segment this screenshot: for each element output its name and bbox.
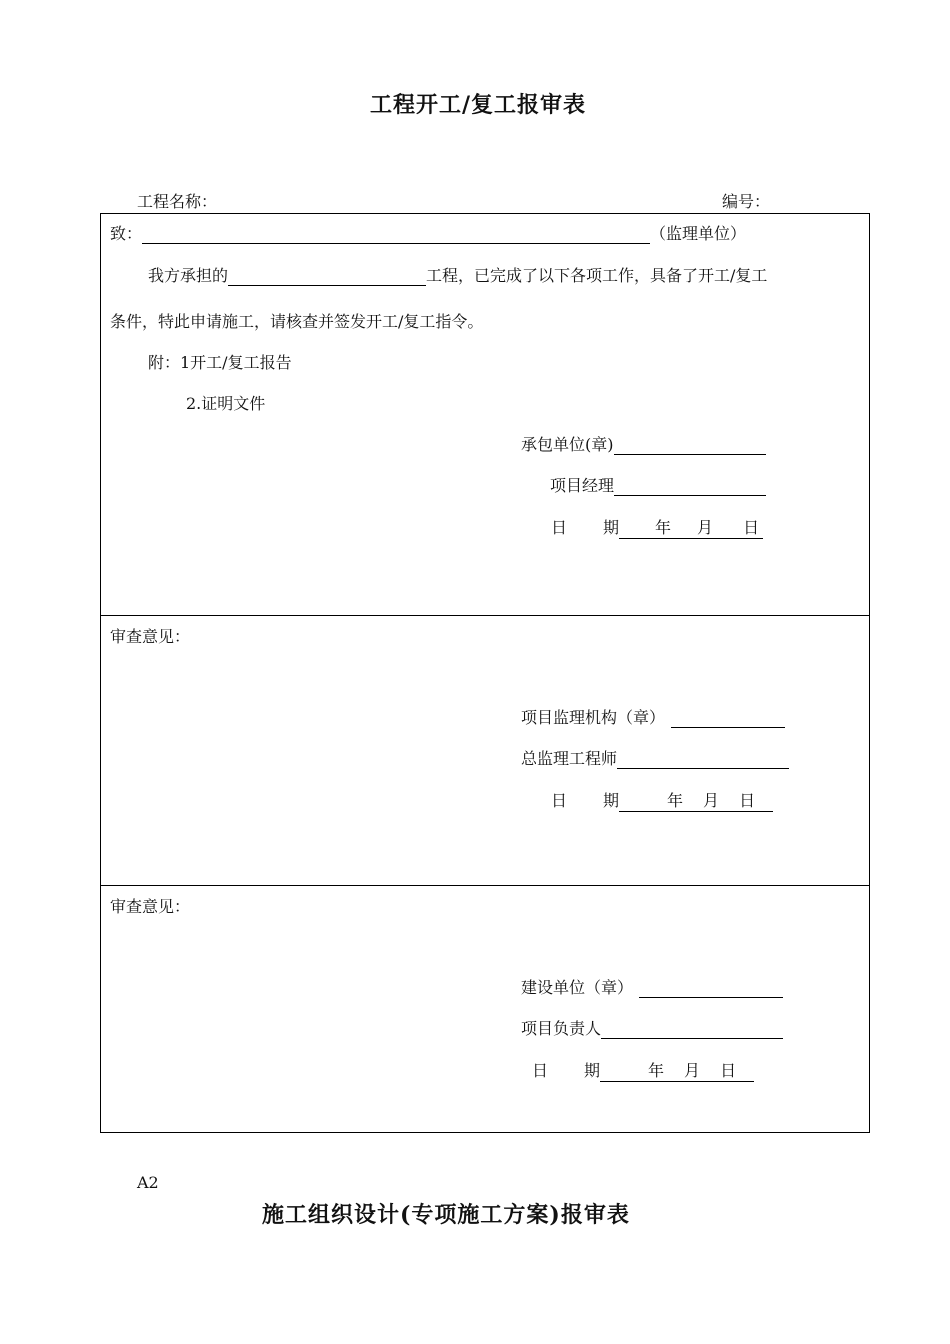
chief-engineer-line: [521, 746, 789, 769]
year-label: 年: [667, 791, 684, 810]
date-line-3: [532, 1058, 754, 1082]
date-ri: 日: [551, 518, 568, 537]
day-label: 日: [739, 791, 756, 810]
pm-field[interactable]: [614, 477, 766, 496]
to-label: 致：: [110, 224, 143, 243]
chief-engineer-field[interactable]: [617, 750, 789, 769]
attachment-1: 附：1开工/复工报告: [148, 353, 292, 372]
attachment-2: 2.证明文件: [186, 394, 266, 413]
to-suffix: （监理单位）: [650, 224, 747, 243]
month-label: 月: [684, 1061, 701, 1080]
date-field-2[interactable]: [619, 788, 773, 812]
next-form-code: A2: [137, 1173, 159, 1192]
month-label: 月: [703, 791, 720, 810]
number-label: 编号：: [722, 192, 771, 211]
para-prefix: 我方承担的: [148, 266, 229, 285]
date-qi: 期: [584, 1061, 601, 1080]
review-label-2: 审查意见：: [110, 897, 191, 916]
chief-engineer-label: 总监理工程师: [521, 749, 618, 768]
date-field-1[interactable]: [619, 515, 763, 539]
owner-label: 建设单位（章）: [521, 978, 634, 997]
application-paragraph-line1: [148, 263, 767, 286]
owner-line: [521, 975, 783, 998]
contractor-field[interactable]: [614, 436, 766, 455]
form-title: 工程开工/复工报审表: [370, 92, 587, 118]
day-label: 日: [743, 518, 760, 537]
year-label: 年: [655, 518, 672, 537]
next-form-title: 施工组织设计(专项施工方案)报审表: [262, 1202, 630, 1228]
date-qi: 期: [603, 518, 620, 537]
para-mid: 工程，已完成了以下各项工作，具备了开工/复工: [426, 266, 768, 285]
to-line: [110, 221, 746, 244]
date-line-2: [551, 788, 773, 812]
application-paragraph-line2: 条件，特此申请施工，请核查并签发开工/复工指令。: [110, 312, 484, 331]
date-ri: 日: [551, 791, 568, 810]
day-label: 日: [720, 1061, 737, 1080]
date-line-1: [551, 515, 763, 539]
owner-lead-line: [521, 1016, 783, 1039]
pm-line: [550, 473, 766, 496]
contractor-line: [521, 432, 766, 455]
supervision-unit-field[interactable]: [142, 225, 650, 244]
section-divider: [101, 615, 869, 616]
date-ri: 日: [532, 1061, 549, 1080]
owner-lead-label: 项目负责人: [521, 1019, 602, 1038]
project-field[interactable]: [228, 267, 426, 286]
date-qi: 期: [603, 791, 620, 810]
supervision-org-label: 项目监理机构（章）: [521, 708, 666, 727]
supervision-org-field[interactable]: [671, 709, 785, 728]
pm-label: 项目经理: [550, 476, 615, 495]
month-label: 月: [697, 518, 714, 537]
owner-field[interactable]: [639, 979, 783, 998]
supervision-org-line: [521, 705, 785, 728]
review-label-1: 审查意见：: [110, 627, 191, 646]
project-name-label: 工程名称：: [137, 192, 218, 211]
section-divider: [101, 885, 869, 886]
owner-lead-field[interactable]: [601, 1020, 783, 1039]
year-label: 年: [648, 1061, 665, 1080]
date-field-3[interactable]: [600, 1058, 754, 1082]
contractor-label: 承包单位(章): [521, 435, 614, 454]
